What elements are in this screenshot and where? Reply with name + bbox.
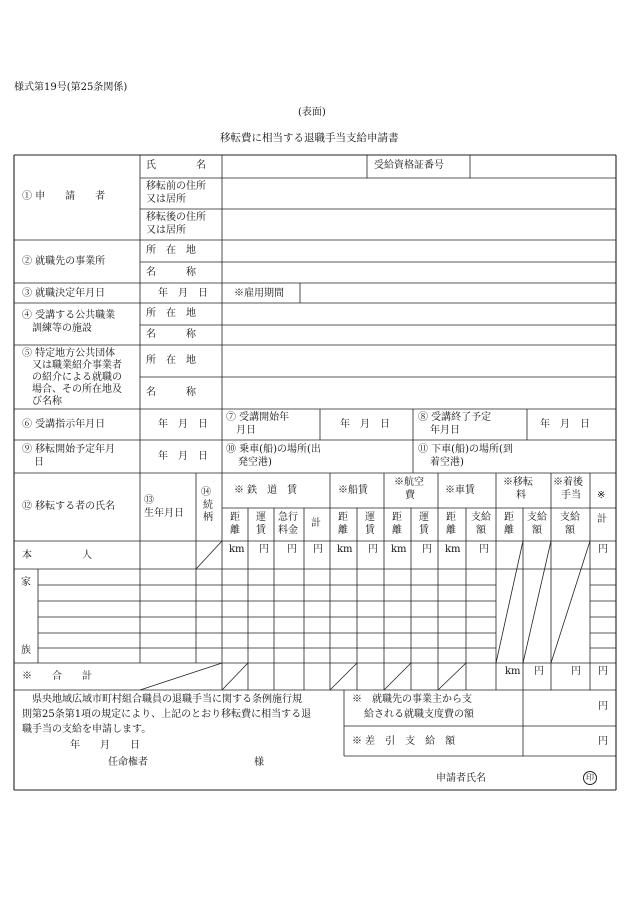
- rail-fare-sub-header: 運: [256, 512, 266, 523]
- ship-fare-sub-header: 運: [365, 512, 375, 523]
- intro-name-label: 名 称: [146, 387, 196, 398]
- self-ship-km: km: [337, 544, 353, 555]
- total-mark-header: ※: [597, 490, 606, 501]
- addr-after-label-2: 又は居所: [146, 225, 186, 236]
- self-total-yen: 円: [598, 544, 608, 555]
- express-fee-header-2: 料金: [278, 525, 298, 536]
- air-fare-sub-header-2: 賃: [419, 525, 429, 536]
- total-moving-km: km: [505, 666, 521, 677]
- instruction-date-label: ⑥ 受講指示年月日: [22, 419, 106, 430]
- form-side: (表面): [298, 107, 326, 118]
- rail-distance-header-2: 離: [230, 525, 240, 536]
- declaration-line-3: 職手当の支給を申請します。: [22, 724, 152, 735]
- applicant-label: ① 申 請 者: [22, 191, 106, 202]
- self-air-km: km: [391, 544, 407, 555]
- training-end-label-2: 年月日: [430, 425, 460, 436]
- move-start-label-2: 日: [34, 457, 44, 468]
- declaration-line-1: 県央地域広域市町村組合職員の退職手当に関する条例施行規: [22, 694, 302, 705]
- hire-date-value: 年 月 日: [158, 288, 208, 299]
- intro-label-5: び名称: [32, 396, 62, 407]
- rail-sum-header: 計: [311, 518, 321, 529]
- intro-label-2: 又は職業紹介事業者: [32, 360, 122, 371]
- family-label: 家: [21, 577, 31, 588]
- car-distance-header-2: 離: [446, 525, 456, 536]
- ship-distance-header: 距: [338, 512, 348, 523]
- move-start-label: ⑨ 移転開始予定年月: [22, 444, 116, 455]
- employment-period-label: ※雇用期間: [234, 288, 284, 299]
- car-fare-header: ※車賃: [445, 485, 475, 496]
- moving-fee-header-2: 料: [516, 490, 526, 501]
- air-fare-sub-header: 運: [419, 512, 429, 523]
- arrival-amount-header: 支給: [560, 512, 580, 523]
- self-car-yen: 円: [479, 544, 489, 555]
- total-sum-yen: 円: [598, 666, 608, 677]
- employer-location-label: 所 在 地: [146, 245, 196, 256]
- self-car-km: km: [445, 544, 461, 555]
- air-distance-header-2: 離: [392, 525, 402, 536]
- relation-label: 続: [203, 500, 213, 511]
- moving-amount-header-2: 額: [532, 525, 542, 536]
- total-moving-yen: 円: [534, 666, 544, 677]
- express-fee-header: 急行: [278, 512, 298, 523]
- training-end-label: ⑧ 受講終了予定: [418, 412, 492, 423]
- car-amount-header-2: 額: [476, 525, 486, 536]
- training-start-label-2: 月日: [236, 425, 256, 436]
- self-rail-sum-yen: 円: [313, 544, 323, 555]
- seal-mark: 印: [583, 771, 597, 785]
- air-fare-header-2: 費: [405, 490, 415, 501]
- arrival-amount-header-2: 額: [565, 525, 575, 536]
- net-payment-yen: 円: [598, 736, 608, 747]
- training-end-value: 年 月 日: [540, 419, 590, 430]
- addr-before-label-2: 又は居所: [146, 194, 186, 205]
- boarding-place-label: ⑩ 乗車(船)の場所(出: [226, 444, 321, 455]
- mover-name-label: ⑫ 移転する者の氏名: [22, 501, 116, 512]
- self-express-yen: 円: [287, 544, 297, 555]
- rail-fare-sub-header-2: 賃: [256, 525, 266, 536]
- training-start-label: ⑦ 受講開始年: [226, 412, 290, 423]
- training-location-label: 所 在 地: [146, 308, 196, 319]
- name-label: 氏 名: [146, 160, 206, 171]
- air-distance-header: 距: [392, 512, 402, 523]
- addr-before-label: 移転前の住所: [146, 181, 206, 192]
- declaration-date: 年 月 日: [70, 740, 140, 751]
- training-label: ④ 受講する公共職業: [22, 310, 116, 321]
- ship-distance-header-2: 離: [338, 525, 348, 536]
- training-label-2: 訓練等の施設: [32, 323, 92, 334]
- intro-label: ⑤ 特定地方公共団体: [22, 348, 116, 359]
- self-ship-fare-yen: 円: [368, 544, 378, 555]
- net-payment-label: ※ 差 引 支 給 額: [352, 736, 456, 747]
- hire-date-label: ③ 就職決定年月日: [22, 288, 106, 299]
- form-number: 様式第19号(第25条関係): [14, 82, 128, 93]
- birth-number: ⑬: [144, 495, 154, 506]
- moving-distance-header-2: 離: [504, 525, 514, 536]
- air-fare-header: ※航空: [394, 477, 424, 488]
- intro-label-3: の紹介による就職の: [32, 372, 122, 383]
- relation-label-2: 柄: [203, 512, 213, 523]
- appointer-sama: 様: [254, 757, 264, 768]
- relation-number: ⑭: [201, 487, 211, 498]
- declaration-line-2: 則第25条第1項の規定により、上記のとおり移転費に相当する退: [22, 709, 312, 720]
- preparation-allowance-yen: 円: [598, 701, 608, 712]
- addr-after-label: 移転後の住所: [146, 212, 206, 223]
- self-air-fare-yen: 円: [422, 544, 432, 555]
- total-arrival-yen: 円: [571, 666, 581, 677]
- moving-amount-header: 支給: [527, 512, 547, 523]
- arrival-allowance-header-2: 手当: [561, 490, 581, 501]
- car-amount-header: 支給: [471, 512, 491, 523]
- applicant-signature-label: 申請者氏名: [436, 773, 486, 784]
- intro-label-4: 場合、その所在地及: [32, 384, 122, 395]
- self-rail-fare-yen: 円: [259, 544, 269, 555]
- moving-distance-header: 距: [504, 512, 514, 523]
- instruction-date-value: 年 月 日: [158, 419, 208, 430]
- alighting-place-label-2: 着空港): [430, 457, 464, 468]
- intro-location-label: 所 在 地: [146, 355, 196, 366]
- preparation-allowance-label: ※ 就職先の事業主から支: [352, 694, 472, 705]
- employer-label: ② 就職先の事業所: [22, 256, 106, 267]
- self-rail-km: km: [229, 544, 245, 555]
- move-start-value: 年 月 日: [158, 451, 208, 462]
- moving-fee-header: ※移転: [503, 477, 533, 488]
- training-name-label: 名 称: [146, 329, 196, 340]
- training-start-value: 年 月 日: [340, 419, 390, 430]
- arrival-allowance-header: ※着後: [553, 477, 583, 488]
- ship-fare-header: ※船賃: [338, 485, 368, 496]
- appointer-label: 任命権者: [108, 757, 148, 768]
- birth-label: 生年月日: [144, 508, 184, 519]
- rail-distance-header: 距: [230, 512, 240, 523]
- boarding-place-label-2: 発空港): [238, 457, 272, 468]
- total-header: 計: [597, 514, 607, 525]
- family-label-2: 族: [21, 645, 31, 656]
- rail-fare-header: ※ 鉄 道 賃: [234, 485, 298, 496]
- alighting-place-label: ⑪ 下車(船)の場所(到: [418, 444, 513, 455]
- form-title: 移転費に相当する退職手当支給申請書: [220, 132, 399, 144]
- employer-name-label: 名 称: [146, 267, 196, 278]
- cert-number-label: 受給資格証番号: [374, 160, 444, 171]
- preparation-allowance-label-2: 給される就職支度費の額: [364, 709, 474, 720]
- ship-fare-sub-header-2: 賃: [365, 525, 375, 536]
- car-distance-header: 距: [446, 512, 456, 523]
- grand-total-label: ※ 合 計: [22, 671, 92, 682]
- self-label: 本 人: [22, 550, 92, 561]
